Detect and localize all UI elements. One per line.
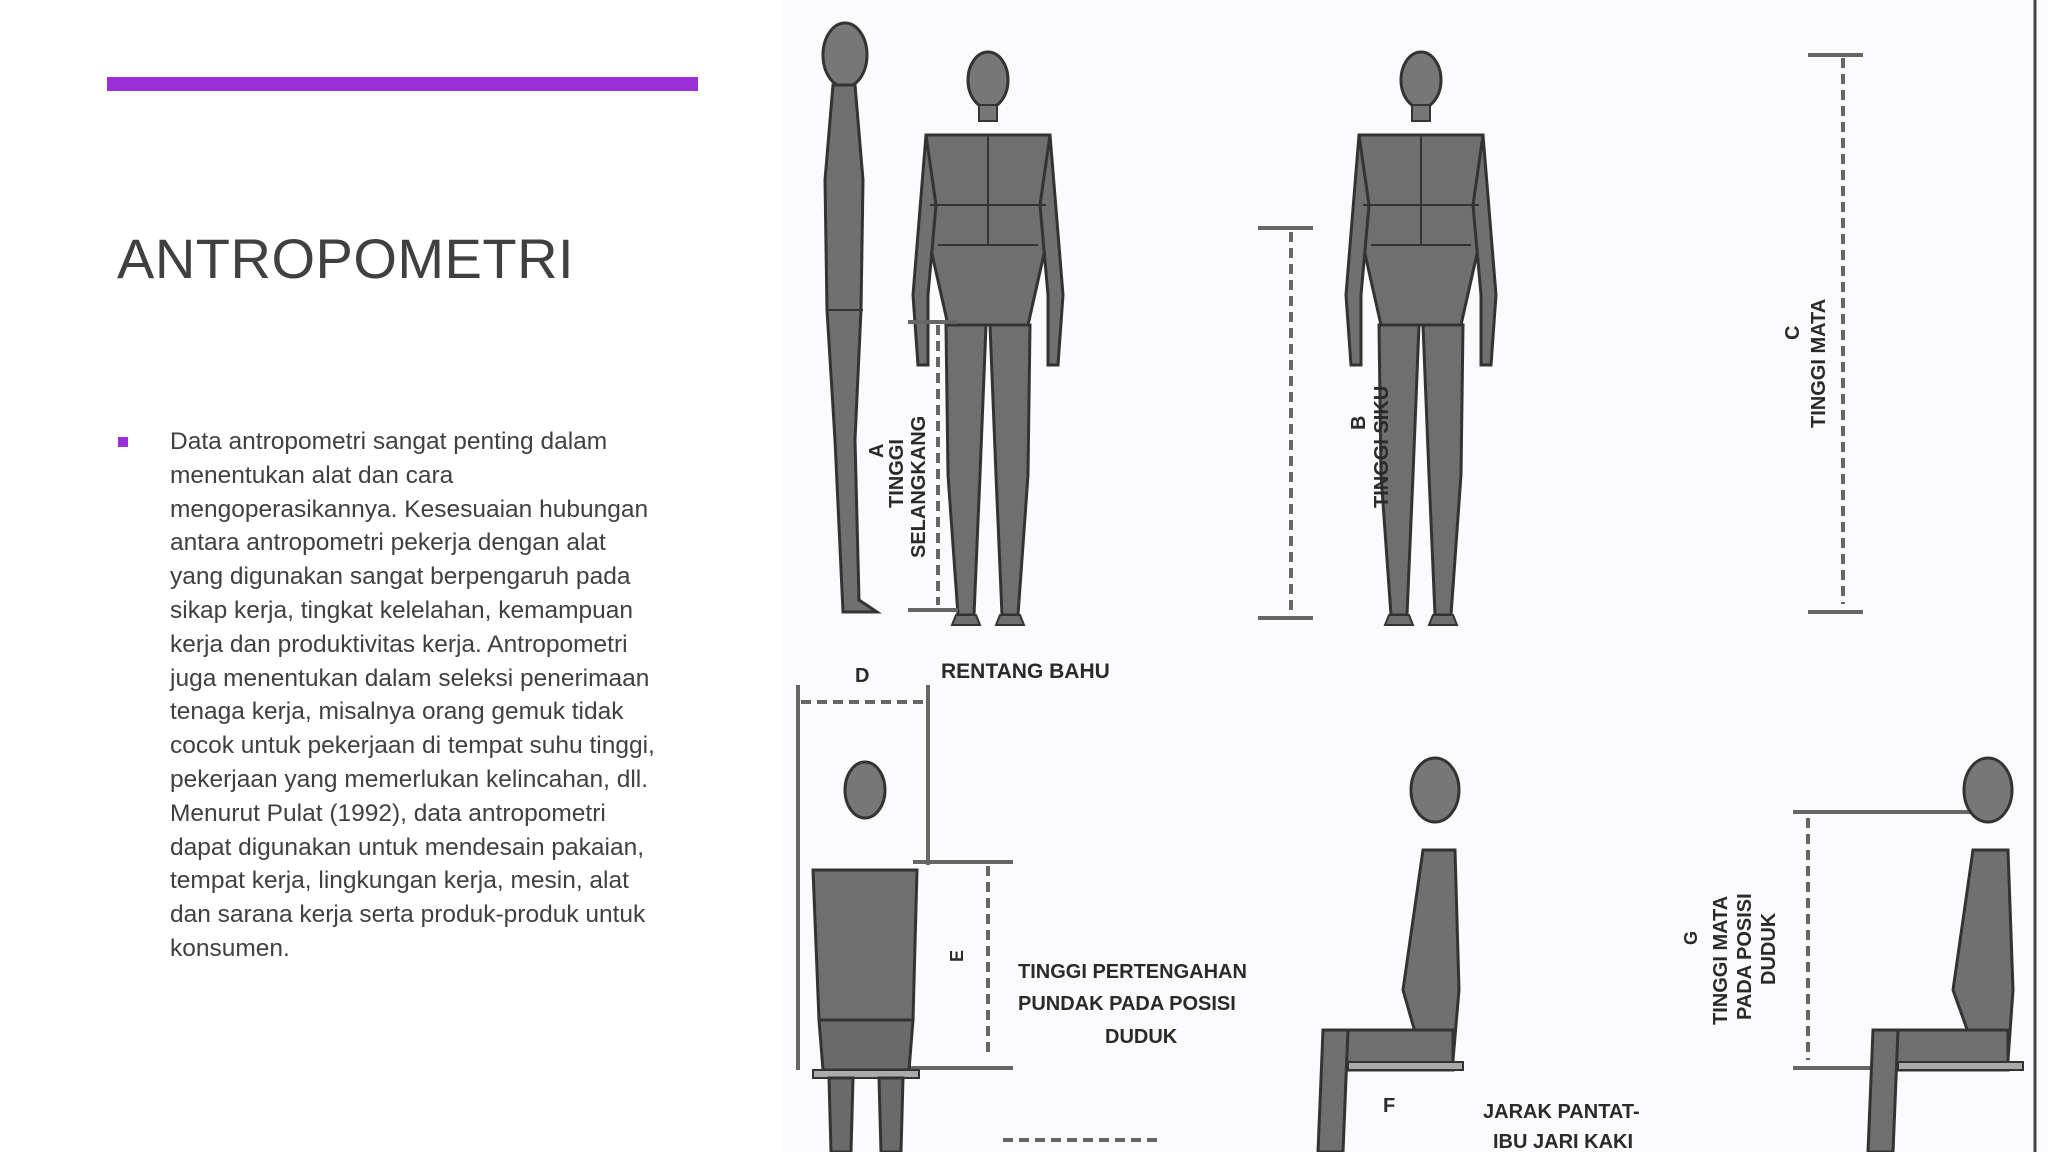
slide-title: ANTROPOMETRI xyxy=(117,227,575,290)
bullet-text: Data antropometri sangat penting dalam menentukan alat dan cara mengoperasikannya. Kesesuaian hubungan antara antropometri pekerja dengan alat yang digunakan sangat berpengaruh pada sikap kerja, tingkat kelelahan, kemampuan kerja dan produktivitas kerja. Antropometri juga menentukan dalam seleksi penerimaan tenaga kerja, misalnya orang gemuk tidak cocok untuk pekerjaan di tempat suhu tinggi, pekerjaan yang memerlukan kelincahan, dll. Menurut Pulat (1992), data antropometri dapat digunakan untuk mendesain pakaian, tempat kerja, lingkungan kerja, mesin, alat dan sarana kerja serta produk-produk untuk konsumen. xyxy=(170,428,655,962)
label-c-text: TINGGI MATA xyxy=(1808,298,1830,428)
label-b-text: TINGGI SIKU xyxy=(1371,385,1393,508)
label-e-line3: DUDUK xyxy=(1105,1026,1178,1048)
standing-front-figure-c xyxy=(1346,52,1496,625)
label-f-letter: F xyxy=(1383,1095,1396,1117)
seated-side-figure-g xyxy=(1868,758,2023,1152)
label-g-line1: TINGGI MATA xyxy=(1710,895,1732,1025)
bullet-square-icon xyxy=(118,437,128,447)
seated-side-figure-f xyxy=(1318,758,1463,1152)
label-f-line1: JARAK PANTAT- xyxy=(1483,1101,1640,1123)
label-d-text: RENTANG BAHU xyxy=(941,660,1110,683)
seated-back-figure xyxy=(813,762,919,1152)
label-a-line1: TINGGI xyxy=(886,439,908,508)
bullet-list xyxy=(118,425,698,966)
label-e-line2: PUNDAK PADA POSISI xyxy=(1018,993,1236,1015)
label-a-letter: A xyxy=(866,443,888,458)
label-e-line1: TINGGI PERTENGAHAN xyxy=(1018,961,1247,983)
label-e-letter: E xyxy=(947,949,967,962)
label-g-letter: G xyxy=(1681,930,1701,945)
anthropometry-figure xyxy=(783,0,2048,1152)
label-a-line2: SELANGKANG xyxy=(908,415,930,558)
label-g-line2: PADA POSISI xyxy=(1734,893,1756,1020)
label-b-letter: B xyxy=(1348,415,1370,430)
standing-side-figure xyxy=(823,23,877,612)
accent-bar xyxy=(107,77,698,91)
label-g-line3: DUDUK xyxy=(1758,912,1780,985)
label-d-letter: D xyxy=(855,665,870,687)
label-f-line2: IBU JARI KAKI xyxy=(1493,1131,1634,1152)
label-c-letter: C xyxy=(1782,325,1804,340)
standing-front-figure-b xyxy=(913,52,1063,625)
